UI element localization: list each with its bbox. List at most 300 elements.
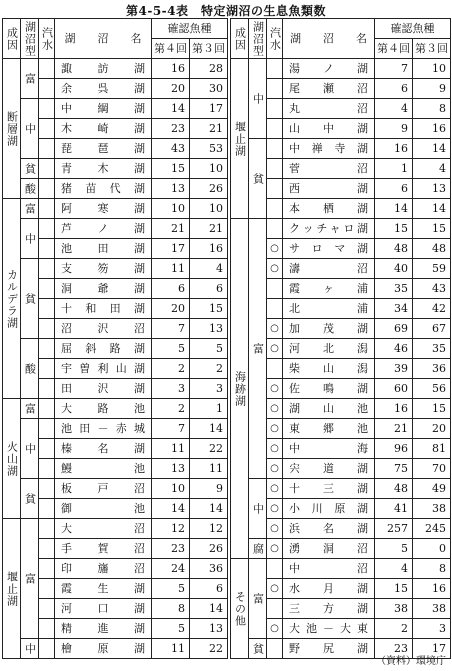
table-row bbox=[231, 539, 451, 559]
brackish-cell bbox=[39, 539, 55, 559]
brackish-cell bbox=[39, 359, 55, 379]
round4-cell: 23 bbox=[152, 119, 190, 139]
lake-name-cell: 屈斜路湖 bbox=[55, 339, 152, 359]
round4-cell: 6 bbox=[375, 179, 413, 199]
brackish-cell bbox=[39, 199, 55, 219]
brackish-cell: ○ bbox=[267, 339, 283, 359]
lake-name-cell: 板戸沼 bbox=[55, 479, 152, 499]
lake-type-cell: 酸 bbox=[21, 179, 39, 199]
brackish-cell: ○ bbox=[267, 259, 283, 279]
header-brackish: 汽水 bbox=[39, 19, 55, 59]
brackish-cell bbox=[267, 159, 283, 179]
table-title: 第4-5-4表 特定湖沼の生息魚類数 bbox=[125, 4, 326, 18]
header-lake-name: 湖 沼 名 bbox=[283, 19, 375, 59]
round3-cell: 17 bbox=[190, 99, 228, 119]
round3-cell: 14 bbox=[413, 139, 451, 159]
round4-cell: 6 bbox=[375, 79, 413, 99]
table-row bbox=[3, 339, 228, 359]
lake-name-cell: 北浦 bbox=[283, 299, 375, 319]
table-row bbox=[3, 399, 228, 419]
brackish-cell bbox=[39, 79, 55, 99]
round3-cell: 8 bbox=[413, 559, 451, 579]
header-round3: 第３回 bbox=[190, 39, 228, 59]
lake-name-cell: 阿寒湖 bbox=[55, 199, 152, 219]
round4-cell: 257 bbox=[375, 519, 413, 539]
round3-cell: 9 bbox=[190, 479, 228, 499]
table-row bbox=[3, 519, 228, 539]
round3-cell: 35 bbox=[413, 339, 451, 359]
lake-name-cell: 湖山池 bbox=[283, 399, 375, 419]
round3-cell: 14 bbox=[413, 199, 451, 219]
lake-name-cell: 大池－大東 bbox=[283, 619, 375, 639]
lake-name-cell: 佐鳴湖 bbox=[283, 379, 375, 399]
lake-name-cell: 手賀沼 bbox=[55, 539, 152, 559]
brackish-cell bbox=[39, 59, 55, 79]
lake-name-cell: 河北潟 bbox=[283, 339, 375, 359]
round4-cell: 23 bbox=[375, 639, 413, 659]
lake-name-cell: 濤沼 bbox=[283, 259, 375, 279]
round4-cell: 69 bbox=[375, 319, 413, 339]
round4-cell: 8 bbox=[152, 599, 190, 619]
brackish-cell bbox=[267, 79, 283, 99]
round3-cell: 6 bbox=[190, 579, 228, 599]
round3-cell: 14 bbox=[190, 499, 228, 519]
lake-name-cell: 余呉湖 bbox=[55, 79, 152, 99]
round3-cell: 17 bbox=[413, 639, 451, 659]
round3-cell: 49 bbox=[413, 479, 451, 499]
round4-cell: 5 bbox=[152, 579, 190, 599]
round4-cell: 9 bbox=[375, 119, 413, 139]
round3-cell: 2 bbox=[190, 359, 228, 379]
lake-name-cell: 中綱湖 bbox=[55, 99, 152, 119]
lake-name-cell: 洞爺湖 bbox=[55, 279, 152, 299]
brackish-cell: ○ bbox=[267, 539, 283, 559]
brackish-cell: ○ bbox=[267, 619, 283, 639]
lake-type-cell: 貧 bbox=[21, 159, 39, 179]
brackish-cell bbox=[267, 639, 283, 659]
round3-cell: 10 bbox=[190, 199, 228, 219]
brackish-cell: ○ bbox=[267, 379, 283, 399]
lake-name-cell: 霞生湖 bbox=[55, 579, 152, 599]
lake-name-cell: 三方湖 bbox=[283, 599, 375, 619]
lake-type-cell: 腐 bbox=[249, 539, 267, 559]
lake-name-cell: 東郷池 bbox=[283, 419, 375, 439]
round3-cell: 42 bbox=[413, 299, 451, 319]
round4-cell: 2 bbox=[375, 619, 413, 639]
round4-cell: 17 bbox=[152, 239, 190, 259]
table-row bbox=[231, 559, 451, 579]
lake-name-cell: 青木湖 bbox=[55, 159, 152, 179]
brackish-cell bbox=[39, 219, 55, 239]
header-confirmed: 確認魚種 bbox=[152, 19, 228, 39]
brackish-cell bbox=[39, 319, 55, 339]
round3-cell: 13 bbox=[413, 179, 451, 199]
round3-cell: 13 bbox=[190, 319, 228, 339]
round3-cell: 59 bbox=[413, 259, 451, 279]
lake-name-cell: 十三湖 bbox=[283, 479, 375, 499]
round4-cell: 15 bbox=[152, 159, 190, 179]
lake-name-cell: 大路池 bbox=[55, 399, 152, 419]
table-row bbox=[3, 179, 228, 199]
lake-type-cell: 中 bbox=[21, 99, 39, 159]
round4-cell: 14 bbox=[152, 99, 190, 119]
brackish-cell bbox=[39, 559, 55, 579]
round4-cell: 2 bbox=[152, 359, 190, 379]
lake-name-cell: 田沢湖 bbox=[55, 379, 152, 399]
round3-cell: 36 bbox=[190, 559, 228, 579]
header-confirmed: 確認魚種 bbox=[375, 19, 451, 39]
round3-cell: 9 bbox=[413, 79, 451, 99]
round3-cell: 30 bbox=[190, 79, 228, 99]
round3-cell: 38 bbox=[413, 599, 451, 619]
table-row bbox=[3, 219, 228, 239]
round4-cell: 11 bbox=[152, 639, 190, 659]
brackish-cell bbox=[39, 139, 55, 159]
round3-cell: 70 bbox=[413, 459, 451, 479]
round4-cell: 46 bbox=[375, 339, 413, 359]
round4-cell: 13 bbox=[152, 179, 190, 199]
lake-name-cell: 湧洞沼 bbox=[283, 539, 375, 559]
round3-cell: 21 bbox=[190, 119, 228, 139]
origin-cell: 堰止湖 bbox=[3, 519, 21, 659]
brackish-cell bbox=[39, 339, 55, 359]
round3-cell: 14 bbox=[190, 419, 228, 439]
lake-name-cell: 大沼 bbox=[55, 519, 152, 539]
lake-name-cell: 宍道湖 bbox=[283, 459, 375, 479]
brackish-cell: ○ bbox=[267, 439, 283, 459]
round4-cell: 16 bbox=[375, 399, 413, 419]
brackish-cell bbox=[267, 59, 283, 79]
table-row bbox=[3, 199, 228, 219]
brackish-cell bbox=[39, 459, 55, 479]
lake-type-cell: 富 bbox=[249, 559, 267, 639]
lake-type-cell: 富 bbox=[21, 59, 39, 99]
lake-name-cell: 中沼 bbox=[283, 559, 375, 579]
round3-cell: 15 bbox=[413, 219, 451, 239]
brackish-cell bbox=[39, 179, 55, 199]
round3-cell: 21 bbox=[190, 219, 228, 239]
brackish-cell bbox=[39, 239, 55, 259]
header-lake-type: 湖沼型 bbox=[21, 19, 39, 59]
round4-cell: 4 bbox=[375, 559, 413, 579]
lake-type-cell: 富 bbox=[21, 199, 39, 219]
lake-type-cell: 貧 bbox=[21, 479, 39, 519]
round4-cell: 96 bbox=[375, 439, 413, 459]
lake-name-cell: 本栖湖 bbox=[283, 199, 375, 219]
lake-name-cell: 中禅寺湖 bbox=[283, 139, 375, 159]
header-round4: 第４回 bbox=[152, 39, 190, 59]
round3-cell: 4 bbox=[413, 159, 451, 179]
header-origin: 成因 bbox=[231, 19, 249, 59]
round3-cell: 16 bbox=[190, 239, 228, 259]
origin-cell: 海跡湖 bbox=[231, 219, 249, 559]
lake-type-cell: 中 bbox=[249, 59, 267, 139]
table-row bbox=[231, 139, 451, 159]
header-origin: 成因 bbox=[3, 19, 21, 59]
round4-cell: 21 bbox=[152, 219, 190, 239]
round3-cell: 245 bbox=[413, 519, 451, 539]
brackish-cell bbox=[267, 119, 283, 139]
origin-cell: カルデラ湖 bbox=[3, 199, 21, 399]
round3-cell: 20 bbox=[413, 419, 451, 439]
right-table bbox=[230, 18, 451, 659]
table-row bbox=[3, 159, 228, 179]
round4-cell: 20 bbox=[152, 79, 190, 99]
lake-type-cell: 中 bbox=[249, 479, 267, 539]
brackish-cell bbox=[267, 559, 283, 579]
lake-name-cell: 十和田湖 bbox=[55, 299, 152, 319]
lake-name-cell: 小川原湖 bbox=[283, 499, 375, 519]
round4-cell: 14 bbox=[152, 499, 190, 519]
lake-name-cell: 加茂湖 bbox=[283, 319, 375, 339]
lake-name-cell: 野尻湖 bbox=[283, 639, 375, 659]
lake-type-cell: 中 bbox=[21, 219, 39, 259]
round4-cell: 23 bbox=[152, 539, 190, 559]
lake-name-cell: 鰻池 bbox=[55, 459, 152, 479]
lake-name-cell: 西湖 bbox=[283, 179, 375, 199]
round3-cell: 1 bbox=[190, 399, 228, 419]
brackish-cell bbox=[39, 299, 55, 319]
origin-cell: 断層湖 bbox=[3, 59, 21, 199]
lake-name-cell: 木崎湖 bbox=[55, 119, 152, 139]
round3-cell: 26 bbox=[190, 179, 228, 199]
round3-cell: 15 bbox=[190, 299, 228, 319]
round3-cell: 53 bbox=[190, 139, 228, 159]
brackish-cell bbox=[267, 279, 283, 299]
lake-name-cell: 琵琶湖 bbox=[55, 139, 152, 159]
source-note: （資料）環境庁 bbox=[376, 656, 446, 667]
round3-cell: 26 bbox=[190, 539, 228, 559]
round3-cell: 0 bbox=[413, 539, 451, 559]
round3-cell: 43 bbox=[413, 279, 451, 299]
lake-name-cell: 精進湖 bbox=[55, 619, 152, 639]
brackish-cell: ○ bbox=[267, 319, 283, 339]
left-table bbox=[2, 18, 228, 659]
round4-cell: 75 bbox=[375, 459, 413, 479]
brackish-cell bbox=[39, 599, 55, 619]
round3-cell: 10 bbox=[413, 59, 451, 79]
lake-name-cell: 支笏湖 bbox=[55, 259, 152, 279]
round4-cell: 5 bbox=[152, 339, 190, 359]
round4-cell: 5 bbox=[375, 539, 413, 559]
round4-cell: 15 bbox=[375, 579, 413, 599]
round3-cell: 15 bbox=[413, 399, 451, 419]
round3-cell: 5 bbox=[190, 339, 228, 359]
round4-cell: 7 bbox=[152, 319, 190, 339]
lake-name-cell: 尾瀬沼 bbox=[283, 79, 375, 99]
round4-cell: 41 bbox=[375, 499, 413, 519]
round3-cell: 4 bbox=[190, 259, 228, 279]
table-row bbox=[3, 99, 228, 119]
lake-name-cell: 菅沼 bbox=[283, 159, 375, 179]
brackish-cell bbox=[267, 99, 283, 119]
round4-cell: 10 bbox=[152, 479, 190, 499]
lake-type-cell: 中 bbox=[21, 419, 39, 479]
round4-cell: 1 bbox=[375, 159, 413, 179]
brackish-cell: ○ bbox=[267, 579, 283, 599]
brackish-cell bbox=[39, 439, 55, 459]
lake-type-cell: 富 bbox=[21, 399, 39, 419]
lake-type-cell: 中 bbox=[21, 639, 39, 659]
brackish-cell bbox=[267, 359, 283, 379]
round3-cell: 67 bbox=[413, 319, 451, 339]
lake-type-cell: 富 bbox=[21, 519, 39, 639]
table-row bbox=[231, 219, 451, 239]
brackish-cell bbox=[267, 139, 283, 159]
round4-cell: 7 bbox=[152, 419, 190, 439]
lake-name-cell: 猪苗代湖 bbox=[55, 179, 152, 199]
round4-cell: 3 bbox=[152, 379, 190, 399]
brackish-cell bbox=[267, 179, 283, 199]
brackish-cell: ○ bbox=[267, 479, 283, 499]
header-brackish: 汽水 bbox=[267, 19, 283, 59]
brackish-cell bbox=[267, 219, 283, 239]
lake-name-cell: 沼沢沼 bbox=[55, 319, 152, 339]
origin-cell: 火山湖 bbox=[3, 399, 21, 519]
lake-type-cell: 貧 bbox=[249, 139, 267, 219]
round4-cell: 40 bbox=[375, 259, 413, 279]
round4-cell: 4 bbox=[375, 99, 413, 119]
round3-cell: 3 bbox=[190, 379, 228, 399]
round4-cell: 11 bbox=[152, 259, 190, 279]
round4-cell: 14 bbox=[375, 199, 413, 219]
lake-name-cell: 芦ノ湖 bbox=[55, 219, 152, 239]
round4-cell: 60 bbox=[375, 379, 413, 399]
round3-cell: 13 bbox=[190, 619, 228, 639]
round4-cell: 39 bbox=[375, 359, 413, 379]
brackish-cell bbox=[39, 419, 55, 439]
round3-cell: 28 bbox=[190, 59, 228, 79]
table-row bbox=[231, 59, 451, 79]
round4-cell: 7 bbox=[375, 59, 413, 79]
round3-cell: 12 bbox=[190, 519, 228, 539]
brackish-cell bbox=[267, 299, 283, 319]
lake-name-cell: 檜原湖 bbox=[55, 639, 152, 659]
lake-type-cell: 富 bbox=[249, 219, 267, 479]
round3-cell: 36 bbox=[413, 359, 451, 379]
brackish-cell bbox=[39, 279, 55, 299]
brackish-cell bbox=[267, 199, 283, 219]
round4-cell: 6 bbox=[152, 279, 190, 299]
header-lake-name: 湖 沼 名 bbox=[55, 19, 152, 59]
table-row bbox=[231, 479, 451, 499]
round3-cell: 10 bbox=[190, 159, 228, 179]
lake-name-cell: 中海 bbox=[283, 439, 375, 459]
table-row bbox=[3, 259, 228, 279]
brackish-cell: ○ bbox=[267, 399, 283, 419]
lake-name-cell: 柴山潟 bbox=[283, 359, 375, 379]
lake-name-cell: 榛名湖 bbox=[55, 439, 152, 459]
lake-type-cell: 貧 bbox=[21, 259, 39, 339]
lake-name-cell: 宇曽利山湖 bbox=[55, 359, 152, 379]
round4-cell: 48 bbox=[375, 479, 413, 499]
lake-type-cell: 酸 bbox=[21, 339, 39, 399]
round3-cell: 6 bbox=[190, 279, 228, 299]
lake-name-cell: 河口湖 bbox=[55, 599, 152, 619]
round3-cell: 11 bbox=[190, 459, 228, 479]
table-row bbox=[3, 59, 228, 79]
round4-cell: 10 bbox=[152, 199, 190, 219]
round4-cell: 5 bbox=[152, 619, 190, 639]
round3-cell: 3 bbox=[413, 619, 451, 639]
round4-cell: 11 bbox=[152, 439, 190, 459]
lake-name-cell: 浜名湖 bbox=[283, 519, 375, 539]
brackish-cell bbox=[39, 579, 55, 599]
round4-cell: 15 bbox=[375, 219, 413, 239]
round4-cell: 21 bbox=[375, 419, 413, 439]
lake-name-cell: 御池 bbox=[55, 499, 152, 519]
brackish-cell: ○ bbox=[267, 459, 283, 479]
lake-name-cell: 丸沼 bbox=[283, 99, 375, 119]
origin-cell: その他 bbox=[231, 559, 249, 659]
brackish-cell: ○ bbox=[267, 239, 283, 259]
lake-name-cell: 水月湖 bbox=[283, 579, 375, 599]
lake-name-cell: サロマ湖 bbox=[283, 239, 375, 259]
brackish-cell bbox=[267, 599, 283, 619]
brackish-cell bbox=[39, 399, 55, 419]
lake-type-cell: 貧 bbox=[249, 639, 267, 659]
round3-cell: 22 bbox=[190, 439, 228, 459]
round4-cell: 2 bbox=[152, 399, 190, 419]
brackish-cell: ○ bbox=[267, 419, 283, 439]
round4-cell: 12 bbox=[152, 519, 190, 539]
table-row bbox=[3, 419, 228, 439]
lake-name-cell: 印旛沼 bbox=[55, 559, 152, 579]
round4-cell: 20 bbox=[152, 299, 190, 319]
round3-cell: 8 bbox=[413, 99, 451, 119]
brackish-cell bbox=[39, 479, 55, 499]
brackish-cell bbox=[39, 639, 55, 659]
brackish-cell bbox=[39, 119, 55, 139]
lake-name-cell: 池田－赤城 bbox=[55, 419, 152, 439]
round4-cell: 34 bbox=[375, 299, 413, 319]
round4-cell: 24 bbox=[152, 559, 190, 579]
header-round3: 第３回 bbox=[413, 39, 451, 59]
lake-name-cell: 霞ヶ浦 bbox=[283, 279, 375, 299]
brackish-cell bbox=[39, 379, 55, 399]
round4-cell: 43 bbox=[152, 139, 190, 159]
round3-cell: 16 bbox=[413, 119, 451, 139]
brackish-cell bbox=[39, 99, 55, 119]
round3-cell: 38 bbox=[413, 499, 451, 519]
brackish-cell bbox=[39, 619, 55, 639]
table-row bbox=[3, 639, 228, 659]
lake-name-cell: 池田湖 bbox=[55, 239, 152, 259]
lake-name-cell: 諏訪湖 bbox=[55, 59, 152, 79]
round3-cell: 48 bbox=[413, 239, 451, 259]
round3-cell: 81 bbox=[413, 439, 451, 459]
origin-cell: 堰止湖 bbox=[231, 59, 249, 219]
round3-cell: 16 bbox=[413, 579, 451, 599]
brackish-cell: ○ bbox=[267, 499, 283, 519]
header-lake-type: 湖沼型 bbox=[249, 19, 267, 59]
round3-cell: 56 bbox=[413, 379, 451, 399]
round4-cell: 16 bbox=[375, 139, 413, 159]
brackish-cell bbox=[39, 499, 55, 519]
table-row bbox=[3, 479, 228, 499]
brackish-cell bbox=[39, 159, 55, 179]
round4-cell: 48 bbox=[375, 239, 413, 259]
brackish-cell: ○ bbox=[267, 519, 283, 539]
lake-name-cell: クッチャロ湖 bbox=[283, 219, 375, 239]
round4-cell: 35 bbox=[375, 279, 413, 299]
round4-cell: 13 bbox=[152, 459, 190, 479]
lake-name-cell: 湯ノ湖 bbox=[283, 59, 375, 79]
lake-name-cell: 山中湖 bbox=[283, 119, 375, 139]
round3-cell: 14 bbox=[190, 599, 228, 619]
brackish-cell bbox=[39, 259, 55, 279]
brackish-cell bbox=[39, 519, 55, 539]
